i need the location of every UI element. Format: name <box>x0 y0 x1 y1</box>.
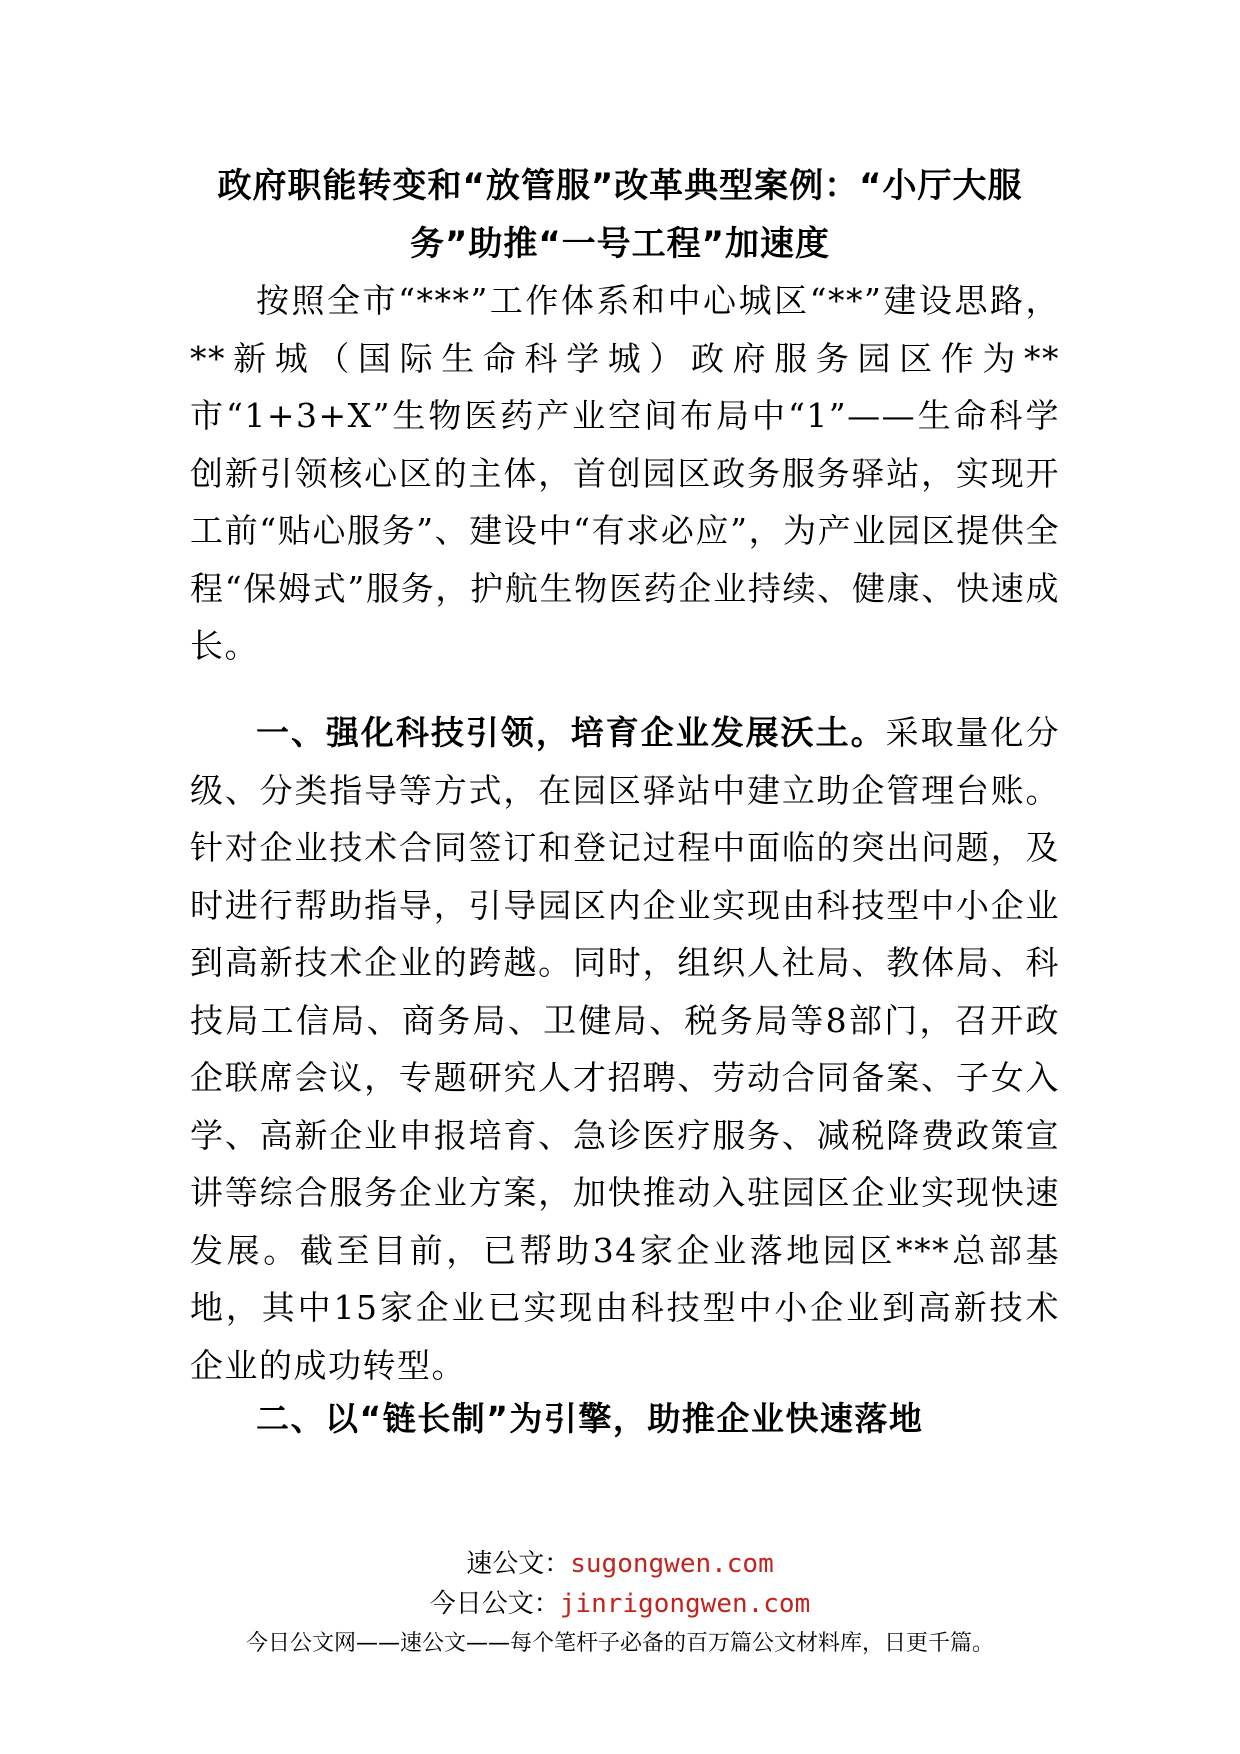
footer-slogan: 今日公文网——速公文——每个笔杆子必备的百万篇公文材料库，日更千篇。 <box>245 1631 994 1656</box>
footer-link-sugongwen[interactable]: sugongwen.com <box>570 1549 774 1579</box>
section-1-paragraph <box>190 704 1060 1394</box>
document-title-line-1: 政府职能转变和“放管服”改革典型案例：“小厅大服 <box>217 166 1023 206</box>
document-title-line-2: 务”助推“一号工程”加速度 <box>409 224 831 264</box>
footer-label-sugongwen: 速公文： <box>466 1549 571 1579</box>
footer-line-2 <box>0 1586 1240 1622</box>
section-1-body: 采取量化分级、分类指导等方式，在园区驿站中建立助企管理台账。针对企业技术合同签订和登记过程中面临的突出问题，及时进行帮助指导，引导园区内企业实现由科技型中小企业到高新技术企业的跨越。同时，组织人社局、教体局、科技局工信局、商务局、卫健局、税务局等8部门，召开政企联席会议，专题研究人才招聘、劳动合同备案、子女入学、高新企业申报培育、急诊医疗服务、减税降费政策宣讲等综合服务企业方案，加快推动入驻园区企业实现快速发展。截至目前，已帮助34家企业落地园区***总部基地，其中15家企业已实现由科技型中小企业到高新技术企业的成功转型。 <box>190 713 1061 1385</box>
footer-link-jinrigongwen[interactable]: jinrigongwen.com <box>559 1589 811 1619</box>
section-1-heading: 一、强化科技引领，培育企业发展沃土。 <box>256 713 886 752</box>
section-2-heading: 二、以“链长制”为引擎，助推企业快速落地 <box>256 1399 924 1438</box>
footer-line-1 <box>0 1546 1240 1582</box>
footer-label-jinrigongwen: 今日公文： <box>429 1589 560 1619</box>
intro-paragraph: 按照全市“***”工作体系和中心城区“**”建设思路，**新城（国际生命科学城）政府服务园区作为**市“1+3+X”生物医药产业空间布局中“1”——生命科学创新引领核心区的主体，首创园区政务服务驿站，实现开工前“贴心服务”、建设中“有求必应”，为产业园区提供全程“保姆式”服务，护航生物医药企业持续、健康、快速成长。 <box>190 281 1060 665</box>
